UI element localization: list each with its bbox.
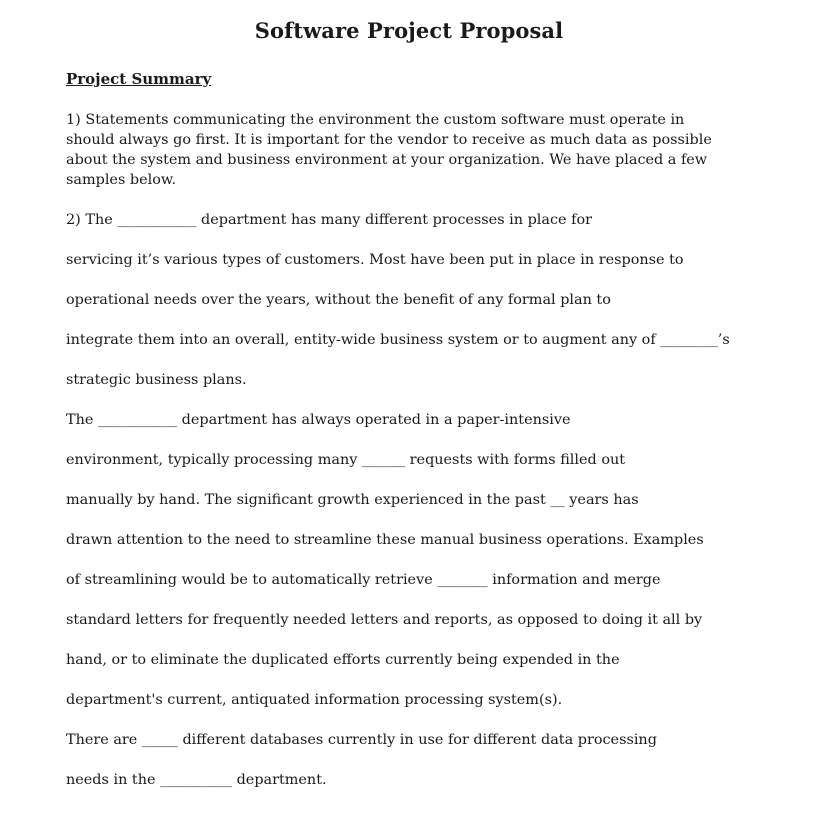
body-line: environment, typically processing many ______ requests with forms filled out: [66, 452, 626, 468]
body-line: operational needs over the years, without the benefit of any formal plan to: [66, 292, 611, 308]
body-line: department's current, antiquated information processing system(s).: [66, 692, 563, 708]
document-title: Software Project Proposal: [254, 18, 564, 43]
body-line: needs in the __________ department.: [66, 772, 327, 788]
body-line: manually by hand. The significant growth experienced in the past __ years has: [66, 492, 639, 508]
body-line: standard letters for frequently needed letters and reports, as opposed to doing it all by: [66, 612, 703, 628]
section-heading: Project Summary: [66, 70, 212, 88]
body-line: hand, or to eliminate the duplicated efforts currently being expended in the: [66, 652, 620, 668]
intro-paragraph: 1) Statements communicating the environment the custom software must operate in should always go first. It is important for the vendor to receive as much data as possible about the system and business environment at your organization. We have placed a few samples below.: [66, 112, 712, 188]
body-line: drawn attention to the need to streamline these manual business operations. Examples: [66, 532, 704, 548]
body-line: strategic business plans.: [66, 372, 247, 388]
body-line: integrate them into an overall, entity-wide business system or to augment any of ________’s: [66, 332, 730, 348]
body-line: 2) The ___________ department has many different processes in place for: [66, 212, 593, 228]
body-line: There are _____ different databases currently in use for different data processing: [66, 732, 657, 748]
body-line: The ___________ department has always operated in a paper-intensive: [66, 412, 571, 428]
body-line: servicing it’s various types of customers. Most have been put in place in response to: [66, 252, 684, 268]
body-line: of streamlining would be to automatically retrieve _______ information and merge: [66, 572, 661, 588]
